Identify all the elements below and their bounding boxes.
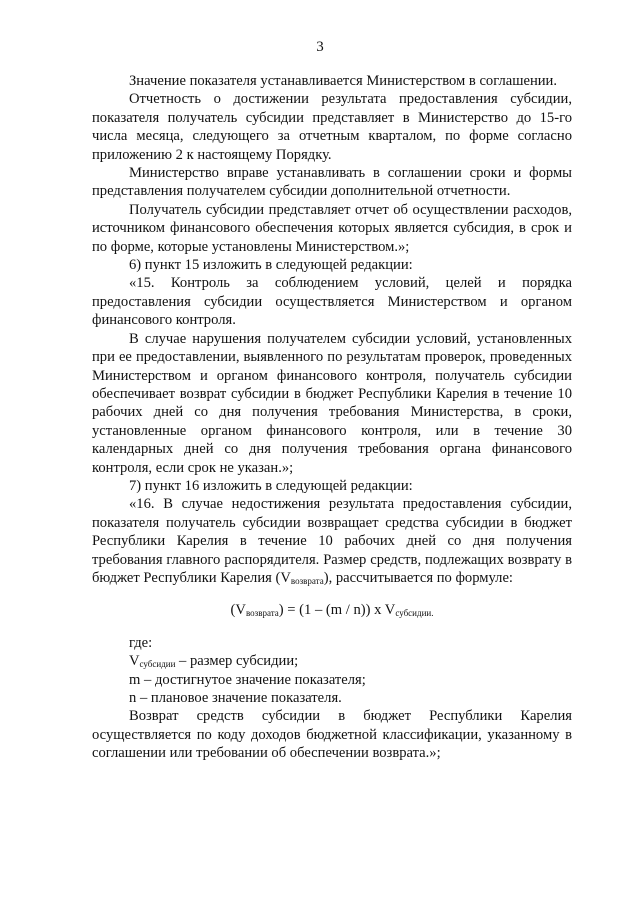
legend-m: m – достигнутое значение показателя;: [129, 671, 366, 688]
formula-open: (V: [230, 602, 246, 619]
legend-v-description: – размер субсидии;: [175, 653, 299, 670]
paragraph-indicator-value: Значение показателя устанавливается Министерством в соглашении.: [129, 73, 558, 89]
formula-subscript-refund: возврата: [245, 608, 279, 619]
paragraph-clause-16: [92, 495, 572, 587]
paragraph-expense-report: Получатель субсидии представляет отчет об осуществлении расходов, источником финансового обеспечения которых является субсидия, в срок и по форме, которые установлены Министерством.»;: [92, 201, 572, 255]
legend-v: [92, 652, 572, 670]
paragraph-reporting: Отчетность о достижении результата предоставления субсидии, показателя получатель субсидии представляет в Министерство до 15-го числа месяца, следующего за отчетным кварталом, по форме согласно приложению 2 к настоящему Порядку.: [92, 91, 572, 163]
paragraph-item-7: 7) пункт 16 изложить в следующей редакции:: [129, 477, 413, 494]
legend-where: где:: [129, 634, 153, 651]
paragraph-closing: Возврат средств субсидии в бюджет Республики Карелия осуществляется по коду доходов бюджетной классификации, указанному в соглашении или требовании об обеспечении возврата.»;: [92, 708, 572, 762]
paragraph-violation: В случае нарушения получателем субсидии условий, установленных при ее предоставлении, выявленного по результатам проверок, проведенных Министерством и органом финансового контроля, получатель субсидии обеспечивает возврат субсидии в бюджет Республики Карелия в течение 10 рабочих дней со дня получения требования Министерства, в сроки, установленные органом финансового контроля, или в течение 30 календарных дней со дня получения требования органа финансового контроля, если срок не указан.»;: [92, 330, 572, 476]
legend-v-subscript: субсидии: [139, 659, 176, 670]
clause-16-text-after: ), рассчитывается по формуле:: [323, 569, 513, 586]
formula-subscript-subsidy: субсидии.: [395, 608, 434, 619]
legend-n: n – плановое значение показателя.: [129, 690, 342, 706]
page-number: 3: [316, 39, 324, 55]
legend-v-symbol: V: [129, 653, 140, 670]
paragraph-additional-reporting: Министерство вправе устанавливать в соглашении сроки и формы представления получателем субсидии дополнительной отчетности.: [92, 165, 572, 200]
clause-16-subscript: возврата: [290, 575, 324, 586]
paragraph-item-6: 6) пункт 15 изложить в следующей редакции:: [129, 257, 413, 274]
clause-16-text-before: «16. В случае недостижения результата предоставления субсидии, показателя получатель субсидии возвращает средства субсидии в бюджет Республики Карелия в течение 10 рабочих дней со дня получения требования главного распорядителя. Размер средств, подлежащих возврату в бюджет Республики Карелия (V: [92, 496, 572, 586]
refund-formula: [92, 601, 572, 619]
document-body: [92, 72, 572, 763]
formula-middle: ) = (1 – (m / n)) x V: [278, 602, 396, 619]
paragraph-clause-15: «15. Контроль за соблюдением условий, целей и порядка предоставления субсидии осуществляется Министерством и органом финансового контроля.: [92, 275, 572, 329]
